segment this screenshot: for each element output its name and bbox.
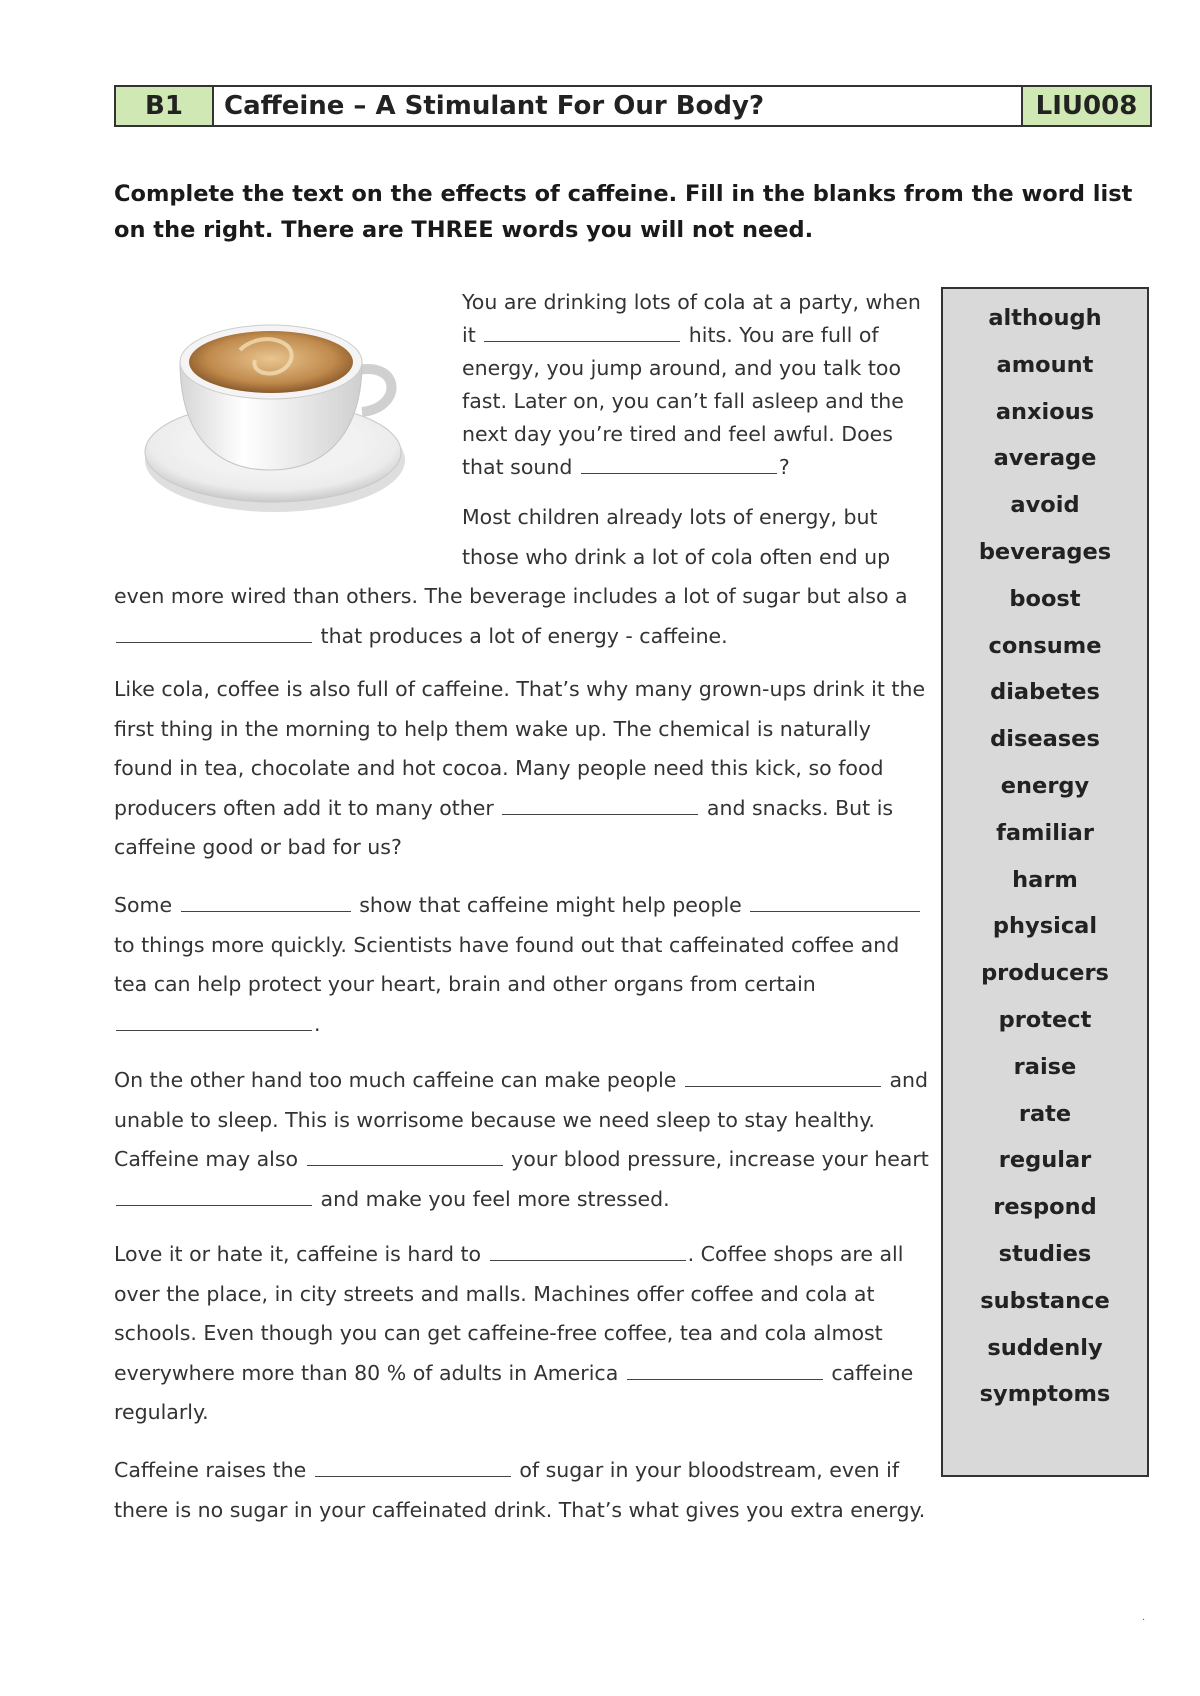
blank-4[interactable] — [502, 796, 698, 815]
paragraph-2 — [114, 498, 934, 656]
paragraph-6 — [114, 1235, 934, 1433]
level-badge: B1 — [116, 87, 214, 125]
paragraph-3-part-b: and snacks. But is caffeine good or bad for us? — [114, 795, 894, 859]
paragraph-5-part-c: your blood pressure, increase your heart — [511, 1147, 929, 1171]
paragraph-2-part-c: that produces a lot of energy - caffeine. — [320, 623, 728, 648]
blank-6[interactable] — [750, 893, 920, 912]
blank-5[interactable] — [181, 893, 351, 912]
word-list-item: physical — [992, 913, 1098, 940]
paragraph-1-part-b: hits. You are full of energy, you jump around, and you talk too fast. Later on, you can’t fall asleep and the next day you’re tired and feel awful. Does that sound — [462, 323, 904, 479]
worksheet-title: Caffeine – A Stimulant For Our Body? — [214, 87, 1023, 125]
word-list-item: average — [993, 445, 1097, 472]
word-list-item: beverages — [978, 538, 1112, 565]
word-list-item: protect — [998, 1006, 1092, 1033]
paragraph-7-part-b: of sugar in your bloodstream, even if there is no sugar in your caffeinated drink. That’s what gives you extra energy. — [114, 1458, 926, 1522]
paragraph-4 — [114, 886, 934, 1044]
paragraph-5 — [114, 1061, 934, 1219]
paragraph-4-part-d: . — [314, 1011, 321, 1036]
word-list-item: respond — [993, 1194, 1097, 1221]
word-list-item: producers — [981, 960, 1109, 987]
word-list-item: amount — [996, 351, 1094, 378]
word-list-item: studies — [998, 1240, 1092, 1267]
paragraph-3 — [114, 670, 934, 868]
blank-1[interactable] — [484, 323, 680, 342]
paragraph-7 — [114, 1451, 934, 1530]
paragraph-4-part-b: show that caffeine might help people — [359, 893, 742, 917]
word-list-item: regular — [998, 1147, 1092, 1174]
paragraph-5-part-a: On the other hand too much caffeine can make people — [114, 1068, 677, 1092]
word-list-item: consume — [988, 632, 1102, 659]
word-list-item: diabetes — [990, 679, 1100, 706]
blank-8[interactable] — [685, 1068, 881, 1087]
word-list-item: suddenly — [987, 1334, 1103, 1361]
blank-3[interactable] — [116, 624, 312, 643]
word-list-box — [941, 287, 1149, 1477]
paragraph-2-part-b: even more wired than others. The beverage includes a lot of sugar but also a — [114, 584, 908, 608]
word-list-item: familiar — [996, 819, 1094, 846]
blank-11[interactable] — [490, 1242, 686, 1261]
blank-7[interactable] — [116, 1012, 312, 1031]
blank-10[interactable] — [116, 1187, 312, 1206]
blank-13[interactable] — [315, 1458, 511, 1477]
paragraph-1 — [462, 286, 932, 484]
word-list-item: diseases — [990, 726, 1100, 753]
paragraph-6-part-b: . Coffee shops are all over the place, in city streets and malls. Machines offer coffee and cola at schools. Even though you can get caffeine-free coffee, tea and cola almost everywhere more than 80 % of adults in America — [114, 1242, 904, 1385]
paragraph-5-part-b: and unable to sleep. This is worrisome because we need sleep to stay healthy. Caffeine may also — [114, 1068, 929, 1171]
word-list-item: anxious — [995, 398, 1095, 425]
blank-9[interactable] — [307, 1147, 503, 1166]
worksheet-code: LIU008 — [1023, 87, 1150, 125]
paragraph-1-part-a: You are drinking lots of cola at a party, when it — [462, 290, 921, 347]
word-list-item: symptoms — [979, 1381, 1111, 1408]
word-list-item: avoid — [1010, 492, 1080, 519]
instructions: Complete the text on the effects of caffeine. Fill in the blanks from the word list on the right. There are THREE words you will not need. — [114, 181, 1133, 243]
word-list-item: although — [988, 305, 1102, 331]
paragraph-3-part-a: Like cola, coffee is also full of caffeine. That’s why many grown-ups drink it the first thing in the morning to help them wake up. The chemical is naturally found in tea, chocolate and hot cocoa. Many people need this kick, so food producers often add it to many other — [114, 677, 926, 820]
paragraph-4-part-a: Some — [114, 893, 173, 917]
paragraph-4-part-c: to things more quickly. Scientists have found out that caffeinated coffee and tea can help protect your heart, brain and other organs from certain — [114, 932, 900, 996]
word-list-item: rate — [1018, 1100, 1072, 1127]
word-list-item: harm — [1012, 866, 1078, 893]
paragraph-6-part-a: Love it or hate it, caffeine is hard to — [114, 1242, 482, 1266]
paragraph-1-part-c: ? — [778, 455, 790, 479]
word-list-item: substance — [980, 1287, 1110, 1314]
paragraph-2-part-a: Most children already lots of energy, but those who drink a lot of cola often end up — [462, 505, 891, 569]
paragraph-5-part-d: and make you feel more stressed. — [320, 1186, 670, 1211]
worksheet-header — [114, 85, 1152, 127]
footer-mark: . — [1142, 1612, 1146, 1623]
coffee-cup-icon — [140, 300, 430, 525]
paragraph-6-part-c: caffeine regularly. — [114, 1360, 914, 1424]
blank-2[interactable] — [581, 455, 777, 474]
blank-12[interactable] — [627, 1361, 823, 1380]
word-list-item: raise — [1013, 1053, 1077, 1080]
word-list-item: boost — [1009, 585, 1081, 612]
paragraph-7-part-a: Caffeine raises the — [114, 1458, 307, 1482]
word-list-item: energy — [1000, 772, 1090, 799]
